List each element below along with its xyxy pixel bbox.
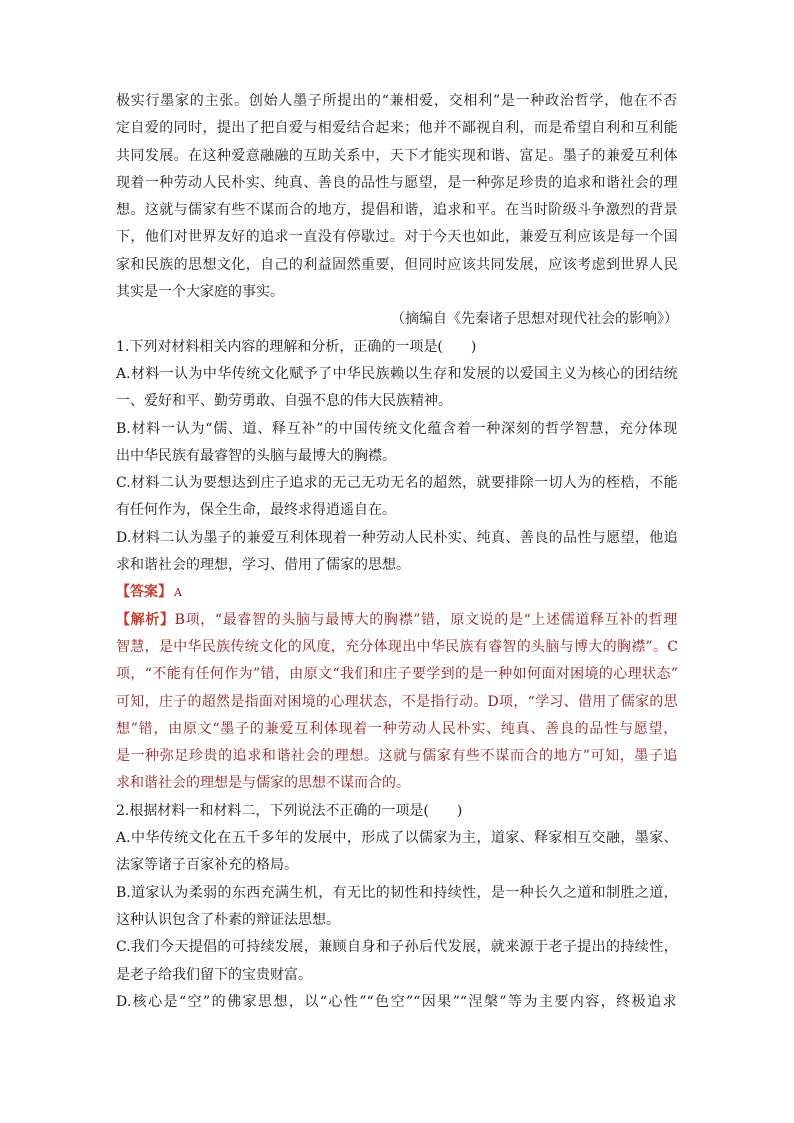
- option-b-line: 这种认识包含了朴素的辩证法思想。: [116, 911, 340, 928]
- option-d-line: D.核心是“空”的佛家思想，以“心性”“色空”“因果”“涅槃”等为主要内容，终极追求: [116, 993, 678, 1010]
- option-c-line: 是老子给我们留下的宝贵财富。: [116, 966, 312, 983]
- answer-line: [116, 579, 678, 606]
- option-c-line: 有任何作为，保全生命，最终求得逍遥自在。: [116, 502, 396, 519]
- option-d-line: D.材料二认为墨子的兼爱互利体现着一种劳动人民朴实、纯真、善良的品性与愿望，他追: [116, 529, 678, 546]
- passage-line: 现着一种劳动人民朴实、纯真、善良的品性与愿望，是一种弥足珍贵的追求和谐社会的理: [116, 174, 678, 191]
- option-d-line: 求和谐社会的理想，学习、借用了儒家的思想。: [116, 557, 410, 574]
- passage-line: 共同发展。在这种爱意融融的互助关系中，天下才能实现和谐、富足。墨子的兼爱互利体: [116, 147, 678, 164]
- passage-line: 极实行墨家的主张。创始人墨子所提出的“兼相爱，交相利”是一种政治哲学，他在不否: [116, 93, 678, 109]
- option-a-line: 一、爱好和平、勤劳勇敢、自强不息的伟大民族精神。: [116, 393, 452, 410]
- question-stem: 1.下列对材料相关内容的理解和分析，正确的一项是( ): [116, 338, 477, 355]
- analysis-line: [116, 607, 678, 634]
- passage-line: 想。这就与儒家有些不谋而合的地方，提倡和谐，追求和平。在当时阶级斗争激烈的背景: [116, 202, 678, 219]
- passage-line: 家和民族的思想文化，自己的利益固然重要，但同时应该共同发展，应该考虑到世界人民: [116, 256, 678, 273]
- analysis-label: 【解析】: [116, 611, 175, 628]
- passage-line: 定自爱的同时，提出了把自爱与相爱结合起来；他并不鄙视自利，而是希望自利和互利能: [116, 120, 678, 137]
- option-b-line: 出中华民族有最睿智的头脑与最博大的胸襟。: [116, 447, 396, 464]
- question-1: [116, 334, 678, 798]
- option-c-line: C.我们今天提倡的可持续发展，兼顾自身和子孙后代发展，就来源于老子提出的持续性，: [116, 939, 678, 956]
- option-b-line: B.道家认为柔弱的东西充满生机，有无比的韧性和持续性，是一种长久之道和制胜之道，: [116, 884, 678, 901]
- passage-line: 下，他们对世界友好的追求一直没有停歇过。对于今天也如此，兼爱互利应该是每一个国: [116, 229, 678, 246]
- question-2: [116, 798, 678, 1016]
- option-b-line: B.材料一认为“儒、道、释互补”的中国传统文化蕴含着一种深刻的哲学智慧，充分体现: [116, 420, 678, 437]
- document-page: [116, 88, 678, 1016]
- option-a-line: A.材料一认为中华传统文化赋予了中华民族赖以生存和发展的以爱国主义为核心的团结统: [116, 365, 678, 382]
- analysis-text: B项，“最睿智的头脑与最博大的胸襟”错，原文说的是“上述儒道释互补的哲理: [174, 611, 678, 628]
- answer-label: 【答案】: [116, 584, 172, 601]
- analysis-line: 想”错，由原文“墨子的兼爱互利体现着一种劳动人民朴实、纯真、善良的品性与愿望，: [116, 720, 678, 737]
- passage-source: （摘编自《先秦诸子思想对现代社会的影响》）: [391, 311, 678, 328]
- analysis-line: 智慧，是中华民族传统文化的风度，充分体现出中华民族有睿智的头脑与博大的胸襟”。C: [116, 638, 678, 655]
- option-c-line: C.材料二认为要想达到庄子追求的无己无功无名的超然，就要排除一切人为的桎梏，不能: [116, 475, 678, 492]
- analysis-line: 是一种弥足珍贵的追求和谐社会的理想。这就与儒家有些不谋而合的地方”可知，墨子追: [116, 748, 678, 765]
- analysis-line: 求和谐社会的理想是与儒家的思想不谋而合的。: [116, 775, 410, 792]
- answer-value: A: [174, 586, 182, 600]
- passage: [116, 88, 678, 334]
- question-stem: 2.根据材料一和材料二，下列说法不正确的一项是( ): [116, 802, 463, 819]
- option-a-line: 法家等诸子百家补充的格局。: [116, 857, 298, 874]
- analysis-line: 项，“不能有任何作为”错，由原文“我们和庄子要学到的是一种如何面对困境的心理状态”: [116, 666, 678, 683]
- passage-line: 其实是一个大家庭的事实。: [116, 284, 284, 301]
- analysis-line: 可知，庄子的超然是指面对困境的心理状态，不是指行动。D项，“学习、借用了儒家的思: [116, 693, 678, 710]
- option-a-line: A.中华传统文化在五千多年的发展中，形成了以儒家为主，道家、释家相互交融，墨家、: [116, 830, 678, 847]
